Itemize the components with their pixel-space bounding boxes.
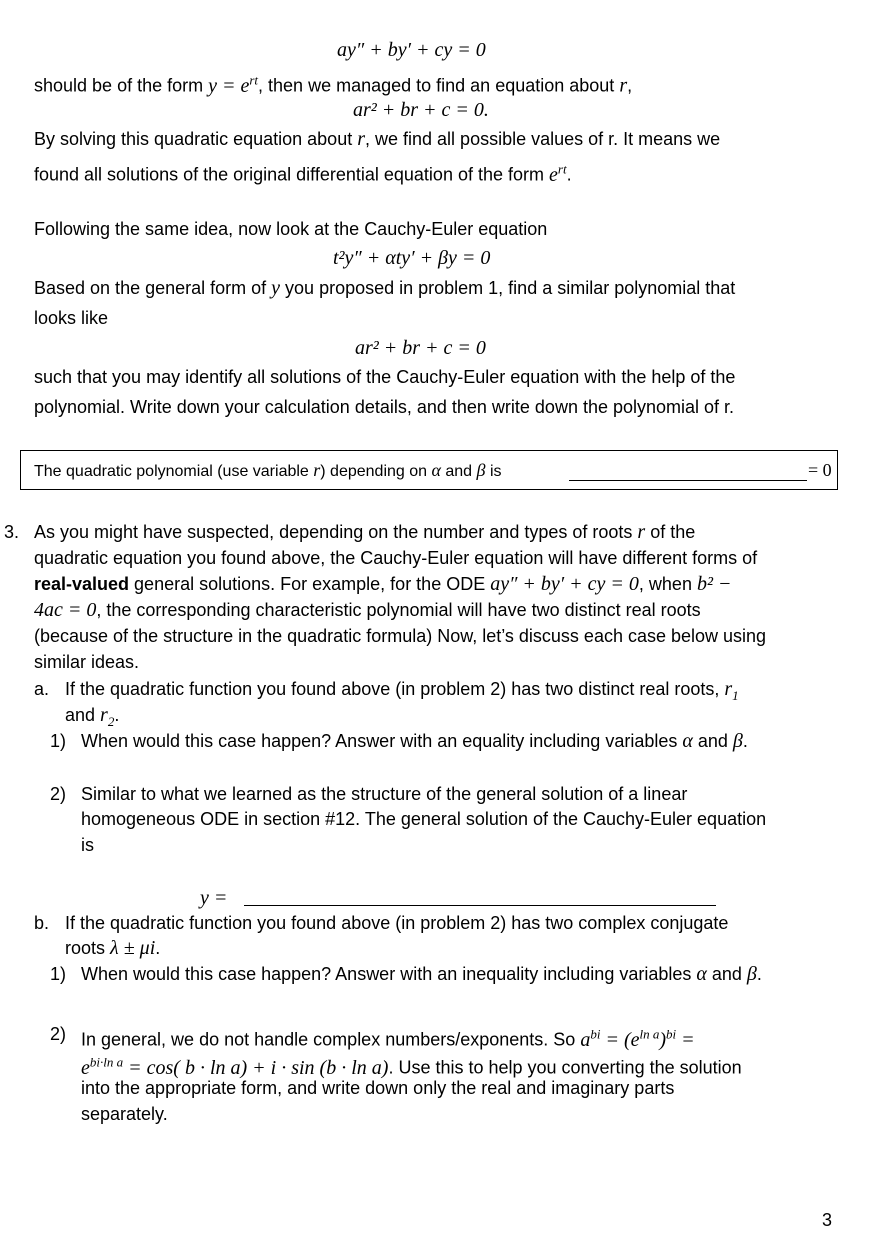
text-line [34,598,701,622]
text-line [65,936,160,960]
text: The quadratic polynomial (use variable [34,463,314,480]
text-line [81,1022,695,1052]
part-label-b: b. [34,913,50,933]
text-line: (because of the structure in the quadratic formula) Now, let’s discuss each case below using [34,626,767,646]
text: is [485,463,502,480]
math-exponent: bi [666,1026,677,1041]
equation-polynomial: ar² + br + c = 0 [355,337,486,359]
equals-zero: = 0 [808,460,832,480]
text-line: is [81,835,94,855]
text: roots [65,938,111,958]
text: you proposed in problem 1, find a similar polynomial that [280,278,736,298]
text: , we find all possible values of r. It means we [365,129,721,149]
math-text: = [676,1028,695,1051]
math-exponent: bi [590,1026,601,1041]
part-label-a: a. [34,679,50,699]
math-text: e [549,163,558,186]
equation-cauchy-euler: t²y″ + αty′ + βy = 0 [333,247,491,269]
math-r1 [724,678,739,703]
page-number: 3 [822,1210,833,1230]
text-line: into the appropriate form, and write down only the real and imaginary parts [81,1078,675,1098]
text-line [34,127,720,151]
math [208,72,259,97]
math-var: α [696,963,707,985]
math-subscript: 1 [732,688,739,703]
math-var: β [746,963,757,985]
text-line: similar ideas. [34,652,140,672]
text-line: separately. [81,1104,168,1124]
math [549,161,567,186]
equation-characteristic: ar² + br + c = 0. [353,99,489,121]
math-text: = (e [600,1028,640,1051]
text: In general, we do not handle complex numbers/exponents. So [81,1029,581,1050]
text: should be of the form [34,75,209,96]
text-line: Following the same idea, now look at the Cauchy-Euler equation [34,219,548,239]
math-expression: 4ac = 0 [34,599,97,621]
text-line: Similar to what we learned as the structure of the general solution of a linear [81,784,688,804]
general-solution-label: y = [200,887,228,909]
text-line [34,520,695,544]
math-var: α [431,460,441,480]
text: ) depending on [320,463,432,480]
math-expression: ay″ + by′ + cy = 0 [490,573,639,595]
math-exponent: bi·ln a [89,1054,124,1069]
question-number: 1) [50,731,67,751]
text-line: If the quadratic function you found above (in problem 2) has two complex conjugate [65,913,729,933]
math-var: r [313,460,321,480]
equation-constant-coeff-ode: ay″ + by′ + cy = 0 [337,39,486,61]
text-line [81,729,748,753]
text: When would this case happen? Answer with an inequality including variables [81,964,697,984]
text: . [114,705,120,725]
answer-box-text [34,458,502,484]
text-line [34,157,572,187]
math-expression: b² − [696,573,732,595]
text: . Use this to help you converting the solution [388,1057,742,1078]
text: and [65,705,101,725]
text-line [34,276,735,300]
text-line: quadratic equation you found above, the Cauchy-Euler equation will have different forms of [34,548,758,568]
text: of the [645,522,696,542]
math-var: r [357,128,366,150]
text: By solving this quadratic equation about [34,129,358,149]
text-line [65,677,739,708]
question-number: 1) [50,964,67,984]
text: . [155,938,161,958]
question-number: 2) [50,784,67,804]
math-text: ) [659,1028,667,1051]
math-var: y [271,277,281,299]
text: and [692,731,733,751]
text: . [756,964,762,984]
text: , [627,75,633,96]
math-var: r [619,74,628,97]
math-text: a [580,1028,591,1051]
text: , when [638,574,697,594]
math-exponent: rt [249,72,259,87]
math-var: r [637,521,646,543]
math-text: = cos( b · ln a) + i · sin (b · ln a) [123,1056,389,1079]
text: . [742,731,748,751]
text: Based on the general form of [34,278,272,298]
answer-blank[interactable] [569,480,807,481]
text: , then we managed to find an equation about [258,75,620,96]
text: When would this case happen? Answer with an equality including variables [81,731,683,751]
text: found all solutions of the original differential equation of the form [34,164,549,185]
text: general solutions. For example, for the ODE [129,574,491,594]
math-text: y = e [208,74,250,97]
problem-number: 3. [4,522,20,542]
math-var: r [724,678,733,700]
text: As you might have suspected, depending on the number and types of roots [34,522,638,542]
text: , the corresponding characteristic polynomial will have two distinct real roots [96,600,701,620]
answer-box [20,450,838,490]
math-exponent: rt [557,161,567,176]
text: If the quadratic function you found above (in problem 2) has two distinct real roots, [65,679,725,699]
math-expression: λ ± μi [110,937,156,959]
math-text: e [81,1056,90,1079]
math-expression [580,1026,695,1051]
math-r2 [100,704,115,729]
math-var: α [682,730,693,752]
bold-text: real-valued [34,574,130,594]
text-line: polynomial. Write down your calculation details, and then write down the polynomial of r. [34,397,735,417]
text-line [81,962,762,986]
text-line [34,572,731,596]
math-var: β [732,730,743,752]
text-line: such that you may identify all solutions of the Cauchy-Euler equation with the help of the [34,367,736,387]
general-solution-blank[interactable] [244,905,716,906]
math-subscript: 2 [107,714,115,729]
math-var: β [476,460,486,480]
math-exponent: ln a [639,1026,660,1041]
text: and [706,964,747,984]
text-line [34,68,632,98]
text: and [440,463,477,480]
text-line: looks like [34,308,109,328]
text: . [566,164,572,185]
question-number: 2) [50,1024,67,1044]
text-line: homogeneous ODE in section #12. The general solution of the Cauchy-Euler equation [81,809,767,829]
math-var: r [100,704,108,726]
